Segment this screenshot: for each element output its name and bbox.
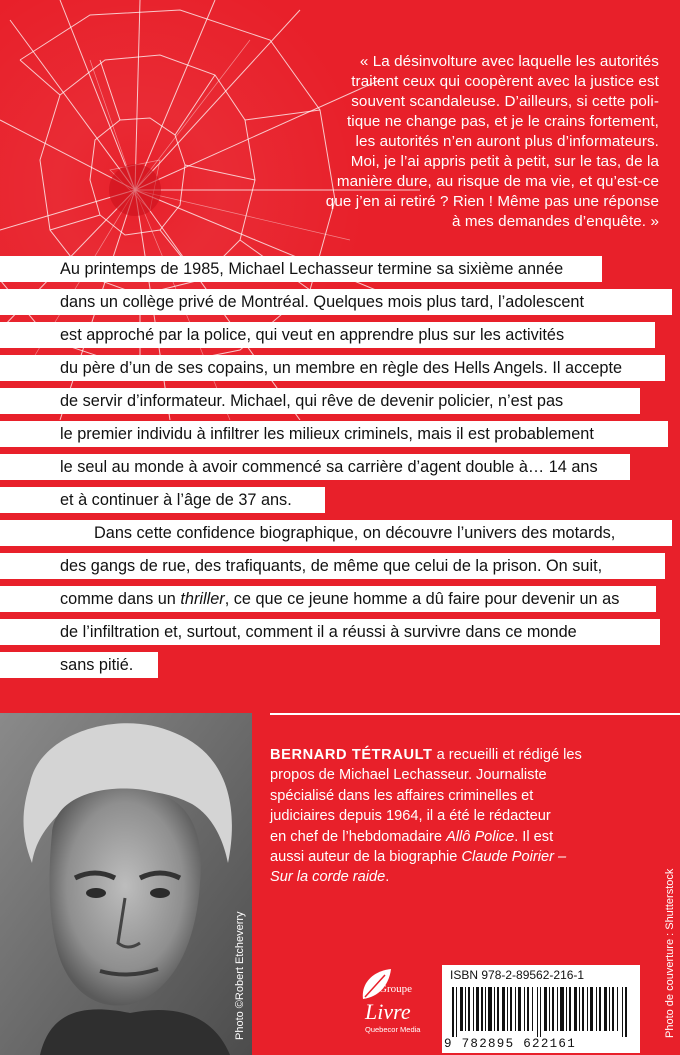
bio-text: .	[385, 869, 390, 886]
summary-line: le seul au monde à avoir commencé sa carrière d’agent double à… 14 ans	[0, 454, 630, 480]
author-portrait-image	[0, 713, 252, 1055]
summary-line: dans un collège privé de Montréal. Quelques mois plus tard, l’adolescent	[0, 289, 672, 315]
summary-line: sans pitié.	[0, 652, 158, 678]
bio-text: a recueilli et rédigé les	[432, 747, 582, 763]
bio-line	[270, 847, 640, 867]
quote-line: tique ne change pas, et je le crains fortement,	[346, 113, 659, 130]
isbn-number: ISBN 978-2-89562-216-1	[450, 968, 585, 982]
quote-line: traitent ceux qui coopèrent avec la justice est	[351, 73, 659, 90]
bio-text: . Il est	[514, 828, 554, 845]
pull-quote	[245, 52, 659, 232]
author-name: BERNARD TÉTRAULT	[270, 747, 433, 763]
publisher-logo	[335, 965, 425, 1055]
publisher-groupe: Groupe	[379, 983, 412, 995]
author-bio	[270, 745, 640, 888]
summary-text: , ce que ce jeune homme a dû faire pour devenir un as	[224, 590, 620, 608]
quote-line: manière dure, au risque de ma vie, et qu’est-ce	[336, 173, 659, 190]
bio-magazine-title: Allô Police	[446, 828, 515, 845]
quote-line: que j’en ai retiré ? Rien ! Même pas une réponse	[325, 193, 659, 210]
bio-line	[270, 827, 640, 847]
publisher-livre: Livre	[365, 999, 411, 1024]
summary-line: de servir d’informateur. Michael, qui rêve de devenir policier, n’est pas	[0, 388, 640, 414]
author-photo	[0, 713, 252, 1055]
publisher-media: Quebecor Media	[365, 1025, 421, 1034]
bio-text: aussi auteur de la biographie	[270, 849, 462, 866]
bio-line: spécialisé dans les affaires criminelles et	[270, 787, 534, 804]
summary-line: des gangs de rue, des trafiquants, de même que celui de la prison. On suit,	[0, 553, 665, 579]
bio-book-title: Sur la corde raide	[270, 869, 386, 886]
summary-line: du père d’un de ses copains, un membre en règle des Hells Angels. Il accepte	[0, 355, 665, 381]
photo-credit: Photo ©Robert Etcheverry	[234, 911, 246, 1040]
summary-line: le premier individu à infiltrer les milieux criminels, mais il est probablement	[0, 421, 668, 447]
bio-book-title: Claude Poirier –	[461, 849, 567, 866]
summary-line: est approché par la police, qui veut en apprendre plus sur les activités	[0, 322, 655, 348]
summary-line: de l’infiltration et, surtout, comment il a réussi à survivre dans ce monde	[0, 619, 660, 645]
bio-line	[270, 867, 640, 887]
quote-line: Moi, je l’ai appris petit à petit, sur le tas, de la	[350, 153, 659, 170]
summary-text: comme dans un	[60, 590, 181, 608]
barcode-image	[450, 987, 632, 1037]
quote-line: les autorités n’en auront plus d’informateurs.	[355, 133, 659, 150]
quote-line: « La désinvolture avec laquelle les autorités	[359, 53, 659, 70]
bio-line	[270, 745, 640, 765]
quote-line: souvent scandaleuse. D’ailleurs, si cette poli-	[351, 93, 659, 110]
cover-photo-credit: Photo de couverture : Shutterstock	[664, 868, 676, 1038]
bio-line: propos de Michael Lechasseur. Journaliste	[270, 767, 547, 784]
author-divider	[270, 713, 680, 715]
bio-line: judiciaires depuis 1964, il a été le rédacteur	[270, 808, 551, 825]
summary-italic-word: thriller	[180, 590, 225, 608]
summary-line: Au printemps de 1985, Michael Lechasseur termine sa sixième année	[0, 256, 602, 282]
barcode-digits: 9 782895 622161	[444, 1037, 577, 1051]
barcode-panel	[442, 965, 640, 1053]
summary-line: Dans cette confidence biographique, on découvre l’univers des motards,	[0, 520, 672, 546]
quote-line: à mes demandes d’enquête. »	[451, 213, 659, 230]
summary-line	[0, 586, 656, 612]
summary-line: et à continuer à l’âge de 37 ans.	[0, 487, 325, 513]
bio-text: en chef de l’hebdomadaire	[270, 828, 447, 845]
